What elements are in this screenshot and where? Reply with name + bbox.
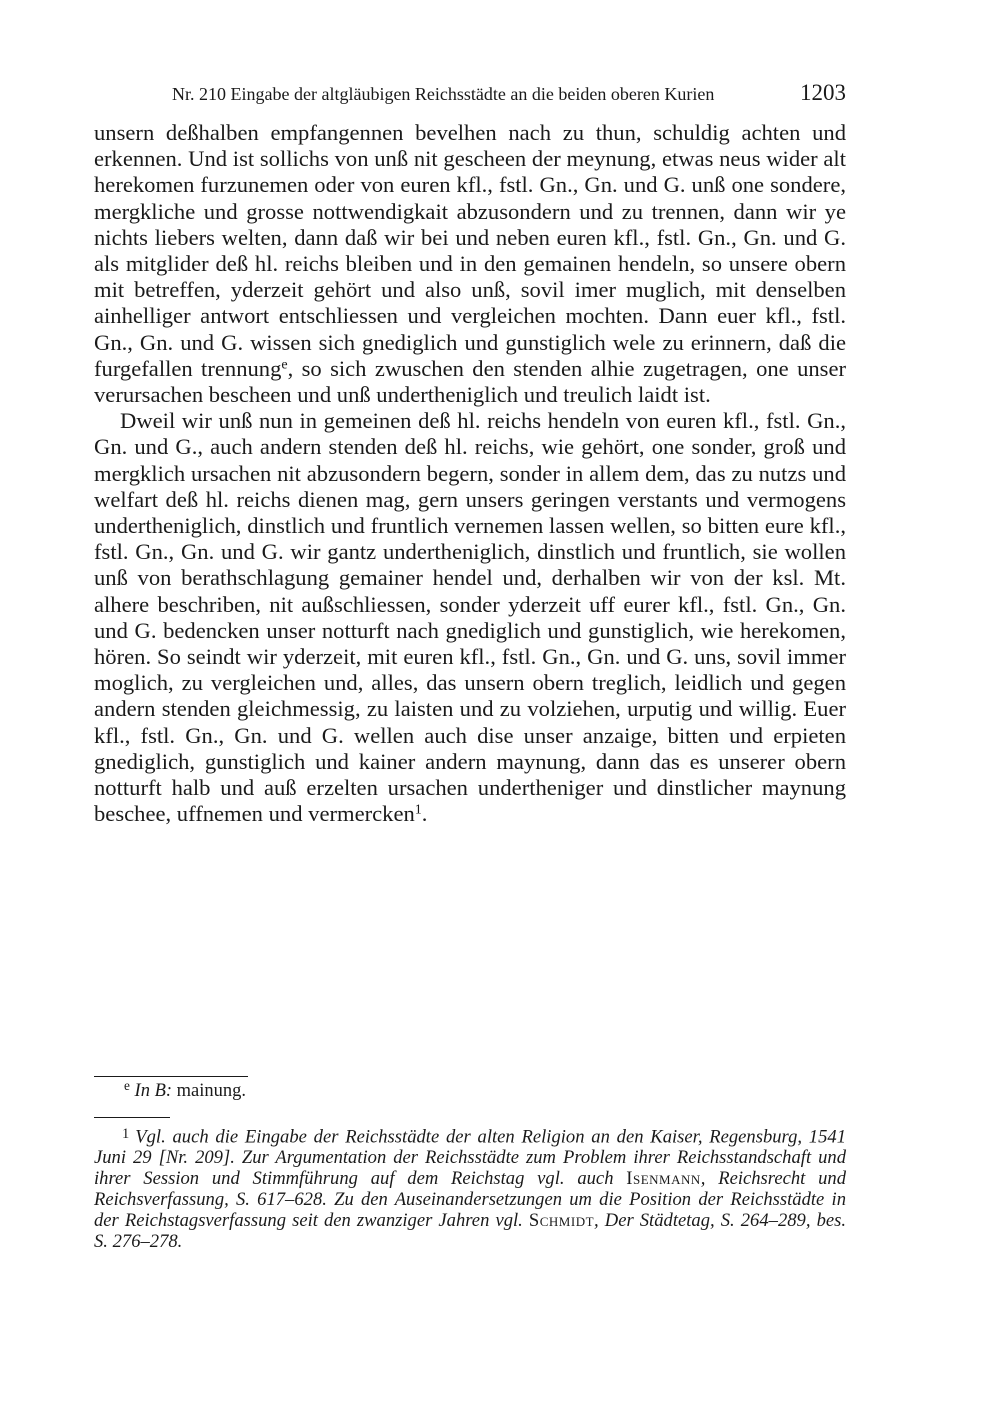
footnote-mark-e: e: [281, 357, 288, 373]
footnote-divider-textcrit: [94, 1076, 248, 1077]
footnote-textcrit-text: mainung.: [176, 1081, 247, 1101]
paragraph-1: [94, 120, 846, 408]
main-text: [94, 120, 846, 827]
footnote-textcrit-mark: e: [124, 1078, 130, 1094]
running-head-title: Nr. 210 Eingabe der altgläubigen Reichsstädte an die beiden oberen Kurien: [172, 84, 715, 104]
paragraph-1-text-end: , so sich zwuschen den stenden alhie zugetragen, one unser verursachen bescheen und unß undertheniglich und treulich laidt ist.: [94, 355, 847, 408]
footnote-1-mark: 1: [122, 1126, 130, 1142]
paragraph-2: [94, 408, 846, 827]
page-number: 1203: [800, 80, 846, 105]
footnote-mark-1: 1: [414, 802, 422, 818]
footnote-textcrit-label: In B:: [134, 1081, 173, 1101]
footnote-1-text-a: Vgl. auch die Eingabe der Reichsstädte der alten Religion an den Kaiser, Regensburg, 1541 Juni 29 [Nr. 209]. Zur Argumentation der Reichsstädte zum Problem ihrer Reichsstandschaft und ihrer Session und Stimmführung auf dem Reichstag vgl. auch: [94, 1126, 846, 1190]
running-head: [94, 80, 846, 110]
footnote-divider-commentary: [94, 1117, 170, 1118]
footnote-1-author-isenmann: Isenmann: [626, 1168, 701, 1190]
paragraph-2-text: Dweil wir unß nun in gemeinen deß hl. reichs hendeln von euren kfl., fstl. Gn., Gn. und G., auch andern stenden deß hl. reichs, wie gehört, one sonder, groß und mergklich ursachen nit abzusondern begern, sonder in allem dem, das zu nutzs und welfart deß hl. reichs dienen mag, gern unsers geringen verstants und vermogens undertheniglich, dinstlich und fruntlich vernemen lassen wellen, so bitten eure kfl., fstl. Gn., Gn. und G. wir gantz undertheniglich, dinstlich und fruntlich, sie wollen unß von berathschlagung gemainer hendel und, derhalben wir von der ksl. Mt. alhere beschriben, nit außschliessen, sonder yderzeit uff eurer kfl., fstl. Gn., Gn. und G. bedencken unser notturft nach gnediglich und gunstiglich, wie herekomen, hören. So seindt wir yderzeit, mit euren kfl., fstl. Gn., Gn. und G. uns, sovil immer moglich, zu vergleichen und, alles, das unsern obern treglich, leidlich und gegen andern stenden gleichmessig, zu laisten und zu volziehen, urputig und willig. Euer kfl., fstl. Gn., Gn. und G. wellen auch dise unser anzaige, bitten und erpieten gnediglich, gunstiglich und kainer andern maynung, dann das es unserer obern notturft halb und auß erzelten ursachen undertheniger und dinstlicher maynung beschee, uffnemen und vermercken: [94, 408, 846, 827]
footnote-textcrit: [124, 1080, 246, 1102]
paragraph-2-text-end: .: [421, 801, 428, 827]
footnote-1-text-b: , Reichsrecht und Reichsverfassung, S. 617–628. Zu den Auseinandersetzungen um die Position der Reichsstädte in der Reichstagsverfassung seit den zwanziger Jahren vgl.: [94, 1168, 846, 1231]
footnote-1-author-schmidt: Schmidt: [528, 1209, 595, 1231]
footnote-1: [94, 1124, 846, 1252]
footnote-1-text-c: , Der Städtetag, S. 264–289, bes. S. 276–278.: [94, 1209, 847, 1252]
paragraph-1-text: unsern deßhalben empfangennen bevelhen nach zu thun, schuldig achten und erkennen. Und ist sollichs von unß nit gescheen der meynung, etwas neus wider alt herekomen furzunemen oder von euren kfl., fstl. Gn., Gn. und G. unß one sondere, mergkliche und grosse nottwendigkait abzusondern und zu trennen, dann wir ye nichts liebers welten, dann daß wir bei und neben euren kfl., fstl. Gn., Gn. und G. als mitglider deß hl. reichs bleiben und in den gemainen hendeln, so unsere obern mit betreffen, yderzeit gehört und also unß, sovil imer muglich, mit denselben ainhelliger antwort entschliessen und vergleichen mochten. Dann euer kfl., fstl. Gn., Gn. und G. wissen sich gnediglich und gunstiglich wele zu erinnern, daß die furgefallen trennung: [94, 120, 846, 381]
